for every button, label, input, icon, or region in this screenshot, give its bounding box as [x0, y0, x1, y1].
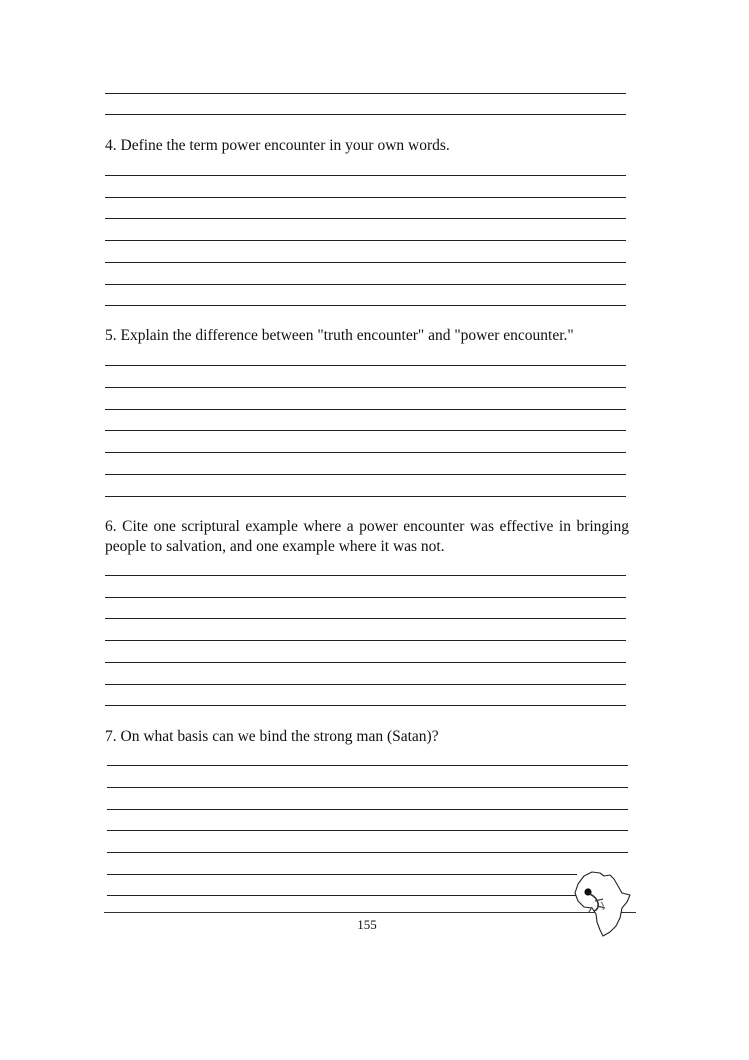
question-4: 4. Define the term power encounter in your own words. [105, 137, 450, 154]
answer-line [105, 93, 626, 94]
answer-line [105, 452, 626, 453]
answer-line [105, 305, 626, 306]
answer-line [105, 218, 626, 219]
answer-line [105, 175, 626, 176]
answer-line [107, 809, 628, 810]
answer-line [105, 409, 626, 410]
answer-line [107, 830, 628, 831]
africa-map-logo-icon [570, 866, 634, 942]
question-5: 5. Explain the difference between "truth encounter" and "power encounter." [105, 327, 574, 344]
answer-line [107, 852, 628, 853]
answer-line [105, 387, 626, 388]
answer-line [107, 787, 628, 788]
answer-line [105, 262, 626, 263]
footer-rule [104, 912, 636, 913]
answer-line [105, 597, 626, 598]
page-number: 155 [357, 917, 377, 932]
question-7: 7. On what basis can we bind the strong man (Satan)? [105, 728, 439, 745]
answer-line [107, 765, 628, 766]
answer-line [105, 575, 626, 576]
answer-line [105, 240, 626, 241]
answer-line [105, 114, 626, 115]
answer-line [105, 705, 626, 706]
answer-line [107, 874, 577, 875]
answer-line [105, 640, 626, 641]
answer-line [105, 618, 626, 619]
answer-line [105, 365, 626, 366]
answer-line [105, 430, 626, 431]
answer-line [105, 496, 626, 497]
answer-line [105, 684, 626, 685]
answer-line [107, 895, 577, 896]
answer-line [105, 662, 626, 663]
question-6: 6. Cite one scriptural example where a power encounter was effective in bringing people to salvation, and one example where it was not. [105, 518, 629, 555]
answer-line [105, 197, 626, 198]
answer-line [105, 284, 626, 285]
answer-line [105, 474, 626, 475]
